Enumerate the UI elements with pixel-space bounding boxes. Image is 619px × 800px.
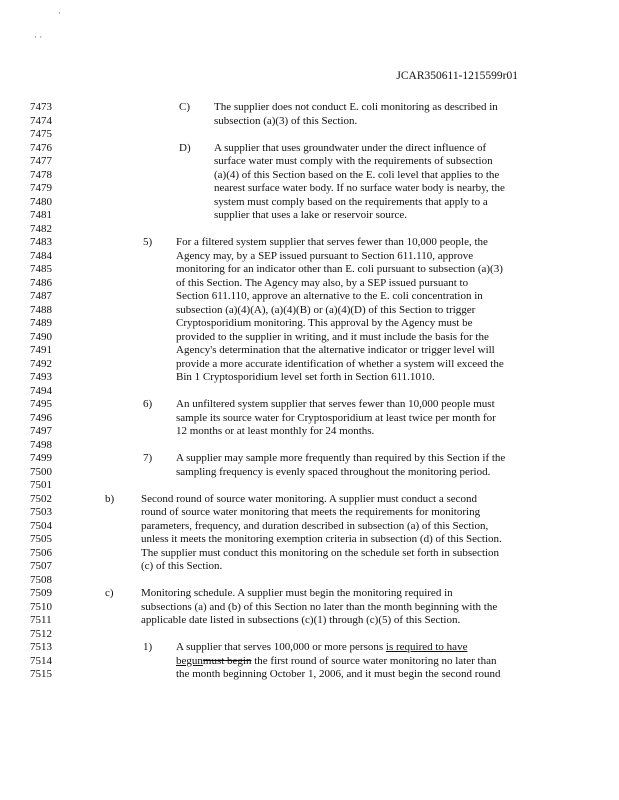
- line-number: 7476: [30, 141, 52, 154]
- line-number: 7506: [30, 546, 52, 559]
- line-text: of this Section. The Agency may also, by a SEP issued pursuant to: [176, 276, 469, 289]
- line-text: supplier that uses a lake or reservoir source.: [214, 209, 408, 221]
- document-line: [0, 614, 619, 627]
- document-line: [0, 560, 619, 573]
- item-label: 1): [143, 641, 153, 653]
- line-number: 7502: [30, 492, 52, 505]
- line-text: 12 months or at least monthly for 24 months.: [176, 425, 375, 437]
- line-number: 7489: [30, 317, 52, 329]
- document-line: [0, 277, 619, 290]
- item-label: D): [179, 141, 191, 154]
- line-number: 7475: [30, 128, 52, 140]
- document-line: [0, 425, 619, 438]
- line-text: An unfiltered system supplier that serves fewer than 10,000 people must: [176, 398, 495, 410]
- line-text: The supplier must conduct this monitoring on the schedule set forth in subsection: [141, 546, 500, 559]
- item-label: c): [105, 587, 114, 599]
- line-text: The supplier does not conduct E. coli monitoring as described in: [214, 101, 498, 113]
- line-text: Agency may, by a SEP issued pursuant to Section 611.110, approve: [176, 249, 474, 262]
- document-line: [0, 209, 619, 222]
- line-text: subsections (a) and (b) of this Section no later than the month beginning with the: [141, 600, 498, 613]
- document-line: [0, 142, 619, 155]
- corner-mark-left: · ·: [34, 32, 43, 42]
- document-line: [0, 506, 619, 519]
- line-number: 7515: [30, 668, 52, 680]
- line-text: applicable date listed in subsections (c)(1) through (c)(5) of this Section.: [141, 614, 461, 626]
- line-text: provided to the supplier in writing, and it must include the basis for the: [176, 330, 489, 343]
- document-line: [0, 196, 619, 209]
- line-text: Section 611.110, approve an alternative to the E. coli concentration in: [176, 290, 483, 302]
- line-text: Second round of source water monitoring. A supplier must conduct a second: [141, 492, 478, 505]
- line-number: 7513: [30, 641, 52, 653]
- document-line: [0, 290, 619, 303]
- document-line: [0, 533, 619, 546]
- line-number: 7484: [30, 249, 52, 262]
- document-line: [0, 628, 619, 641]
- line-text: unless it meets the monitoring exemption criteria in subsection (d) of this Section.: [141, 533, 502, 545]
- document-line: [0, 412, 619, 425]
- line-number: 7482: [30, 222, 52, 235]
- document-line: [0, 115, 619, 128]
- document-line: [0, 331, 619, 344]
- item-label: 5): [143, 236, 153, 248]
- line-number: 7485: [30, 263, 52, 275]
- document-line: [0, 668, 619, 681]
- document-line: [0, 236, 619, 249]
- line-text: sample its source water for Cryptosporidium at least twice per month for: [176, 411, 496, 424]
- document-line: [0, 641, 619, 654]
- document-line: [0, 155, 619, 168]
- item-label: b): [105, 492, 115, 505]
- document-line: [0, 317, 619, 330]
- inserted-text: begun: [176, 654, 203, 667]
- line-number: 7490: [30, 330, 52, 343]
- line-text: A supplier that uses groundwater under the direct influence of: [214, 141, 487, 154]
- document-line: [0, 169, 619, 182]
- line-number: 7481: [30, 209, 52, 221]
- document-line: [0, 398, 619, 411]
- line-text: round of source water monitoring that meets the requirements for monitoring: [141, 506, 481, 518]
- item-label: 7): [143, 452, 153, 464]
- line-number: 7483: [30, 236, 52, 248]
- line-text: parameters, frequency, and duration described in subsection (a) of this Section,: [141, 519, 489, 532]
- line-number: 7486: [30, 276, 52, 289]
- line-text: Agency's determination that the alternative indicator or trigger level will: [176, 344, 495, 356]
- line-text: Cryptosporidium monitoring. This approval by the Agency must be: [176, 317, 473, 329]
- line-number: 7494: [30, 384, 52, 397]
- document-line: [0, 466, 619, 479]
- line-text: Monitoring schedule. A supplier must begin the monitoring required in: [141, 587, 453, 599]
- line-number: 7491: [30, 344, 52, 356]
- line-number: 7488: [30, 303, 52, 316]
- document-line: [0, 128, 619, 141]
- line-number: 7492: [30, 357, 52, 370]
- line-text: subsection (a)(3) of this Section.: [214, 114, 358, 127]
- line-text: (a)(4) of this Section based on the E. coli level that applies to the: [214, 168, 500, 181]
- document-line: [0, 263, 619, 276]
- document-line: [0, 358, 619, 371]
- document-line: [0, 304, 619, 317]
- line-number: 7509: [30, 587, 52, 599]
- line-text: the month beginning October 1, 2006, and it must begin the second round: [176, 668, 501, 680]
- line-text: subsection (a)(4)(A), (a)(4)(B) or (a)(4)(D) of this Section to trigger: [176, 303, 476, 316]
- line-number: 7511: [30, 614, 52, 626]
- line-text: begunmust begin the first round of source water monitoring no later than: [176, 654, 497, 667]
- corner-mark-top: ·: [58, 8, 61, 18]
- line-number: 7514: [30, 654, 52, 667]
- deleted-text: must begin: [202, 654, 252, 667]
- document-line: [0, 439, 619, 452]
- document-id-header: JCAR350611-1215599r01: [396, 70, 518, 82]
- line-text: (c) of this Section.: [141, 560, 223, 572]
- line-text: A supplier may sample more frequently than required by this Section if the: [176, 452, 506, 464]
- line-number: 7505: [30, 533, 52, 545]
- line-number: 7477: [30, 155, 52, 167]
- line-text: system must comply based on the requirements that apply to a: [214, 195, 488, 208]
- line-number: 7503: [30, 506, 52, 518]
- line-number: 7480: [30, 195, 52, 208]
- document-line: [0, 574, 619, 587]
- line-text: Bin 1 Cryptosporidium level set forth in Section 611.1010.: [176, 371, 435, 383]
- line-text: nearest surface water body. If no surface water body is nearby, the: [214, 182, 505, 194]
- document-line: [0, 385, 619, 398]
- line-number: 7474: [30, 114, 52, 127]
- line-number: 7501: [30, 479, 52, 491]
- document-line: [0, 479, 619, 492]
- inserted-text: is required to have: [385, 641, 468, 653]
- line-number: 7495: [30, 398, 52, 410]
- document-line: [0, 601, 619, 614]
- line-number: 7507: [30, 560, 52, 572]
- line-number: 7512: [30, 627, 52, 640]
- line-number: 7497: [30, 425, 52, 437]
- document-line: [0, 182, 619, 195]
- line-text: For a filtered system supplier that serves fewer than 10,000 people, the: [176, 236, 488, 248]
- line-text: monitoring for an indicator other than E. coli pursuant to subsection (a)(3): [176, 263, 503, 275]
- item-label: C): [179, 101, 190, 113]
- line-number: 7499: [30, 452, 52, 464]
- line-number: 7504: [30, 519, 52, 532]
- item-label: 6): [143, 398, 153, 410]
- line-text: sampling frequency is evenly spaced throughout the monitoring period.: [176, 465, 491, 478]
- line-text: surface water must comply with the requirements of subsection: [214, 155, 493, 167]
- document-line: [0, 344, 619, 357]
- line-number: 7487: [30, 290, 52, 302]
- document-line: [0, 371, 619, 384]
- line-number: 7510: [30, 600, 52, 613]
- line-number: 7493: [30, 371, 52, 383]
- document-line: [0, 223, 619, 236]
- document-line: [0, 547, 619, 560]
- document-line: [0, 655, 619, 668]
- line-number: 7498: [30, 438, 52, 451]
- document-line: [0, 250, 619, 263]
- document-line: [0, 587, 619, 600]
- line-number: 7478: [30, 168, 52, 181]
- document-line: [0, 493, 619, 506]
- line-number: 7496: [30, 411, 52, 424]
- document-line: [0, 452, 619, 465]
- line-number: 7479: [30, 182, 52, 194]
- document-line: [0, 101, 619, 114]
- line-text: A supplier that serves 100,000 or more persons is required to have: [176, 641, 468, 653]
- line-text: provide a more accurate identification of whether a system will exceed the: [176, 357, 504, 370]
- line-number: 7500: [30, 465, 52, 478]
- line-number: 7473: [30, 101, 52, 113]
- line-number: 7508: [30, 573, 52, 586]
- document-line: [0, 520, 619, 533]
